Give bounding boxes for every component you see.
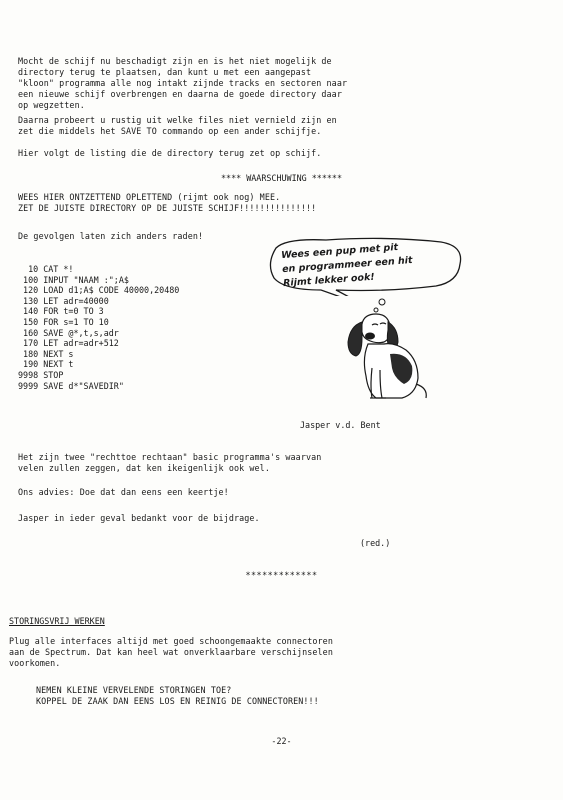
section-title: STORINGSVRIJ WERKEN — [9, 616, 105, 626]
section-divider: ************* — [245, 570, 318, 580]
code-line: 9999 SAVE d*"SAVEDIR" — [18, 380, 124, 391]
warning-text: WEES HIER ONTZETTEND OPLETTEND (rijmt ook nog) MEE. ZET DE JUISTE DIRECTORY OP DE JUISTE SCHIJF!!!!!!!!!!!!!!! — [18, 192, 317, 213]
paragraph-listing-intro: Hier volgt de listing die de directory terug zet op schijf. — [18, 148, 322, 158]
code-line: 140 FOR t=0 TO 3 — [18, 306, 104, 317]
paragraph-basic-programs: Het zijn twee "rechttoe rechtaan" basic programma's waarvan velen zullen zeggen, dat ken ikeigenlijk ook wel. — [18, 452, 322, 473]
code-line: 180 NEXT s — [18, 348, 74, 359]
paragraph-connectors-warning: NEMEN KLEINE VERVELENDE STORINGEN TOE? KOPPEL DE ZAAK DAN EENS LOS EN REINIG DE CONNECTOREN!!! — [36, 685, 319, 706]
warning-header: **** WAARSCHUWING ****** — [220, 173, 342, 183]
code-line: 170 LET adr=adr+512 — [18, 338, 119, 349]
editor-signature: (red.) — [360, 538, 391, 548]
paragraph-save-to: Daarna probeert u rustig uit welke files niet vernield zijn en zet die middels het SAVE TO commando op een ander schijfje. — [18, 115, 337, 136]
paragraph-advice: Ons advies: Doe dat dan eens een keertje! — [18, 487, 229, 497]
code-line: 100 INPUT "NAAM :";A$ — [18, 274, 129, 285]
paragraph-interfaces: Plug alle interfaces altijd met goed schoongemaakte connectoren aan de Spectrum. Dat kan heel wat onverklaarbare verschijnselen voorkomen. — [9, 636, 333, 668]
paragraph-thanks: Jasper in ieder geval bedankt voor de bijdrage. — [18, 513, 260, 523]
paragraph-consequences: De gevolgen laten zich anders raden! — [18, 231, 204, 241]
code-line: 150 FOR s=1 TO 10 — [18, 316, 109, 327]
code-line: 130 LET adr=40000 — [18, 295, 109, 306]
dog-illustration — [332, 298, 432, 403]
paragraph-intro: Mocht de schijf nu beschadigt zijn en is het niet mogelijk de directory terug te plaatsen, dan kunt u met een aangepast "kloon" programma alle nog intakt zijnde tracks en sectoren naar een nieuwe schijf overbrengen en daarna de goede directory daar op wegzetten. — [18, 56, 348, 110]
code-line: 10 CAT *! — [18, 264, 74, 274]
illustration-caption: Jasper v.d. Bent — [300, 420, 381, 430]
code-line: 120 LOAD d1;A$ CODE 40000,20480 — [18, 285, 180, 296]
speech-bubble-text: Wees een pup met pit en programmeer een hit Rijmt lekker ook! — [280, 241, 413, 290]
code-line: 160 SAVE @*,t,s,adr — [18, 327, 119, 338]
code-line: 190 NEXT t — [18, 359, 74, 370]
code-listing — [18, 264, 179, 391]
code-line: 9998 STOP — [18, 369, 64, 380]
page-number: -22- — [271, 736, 292, 746]
